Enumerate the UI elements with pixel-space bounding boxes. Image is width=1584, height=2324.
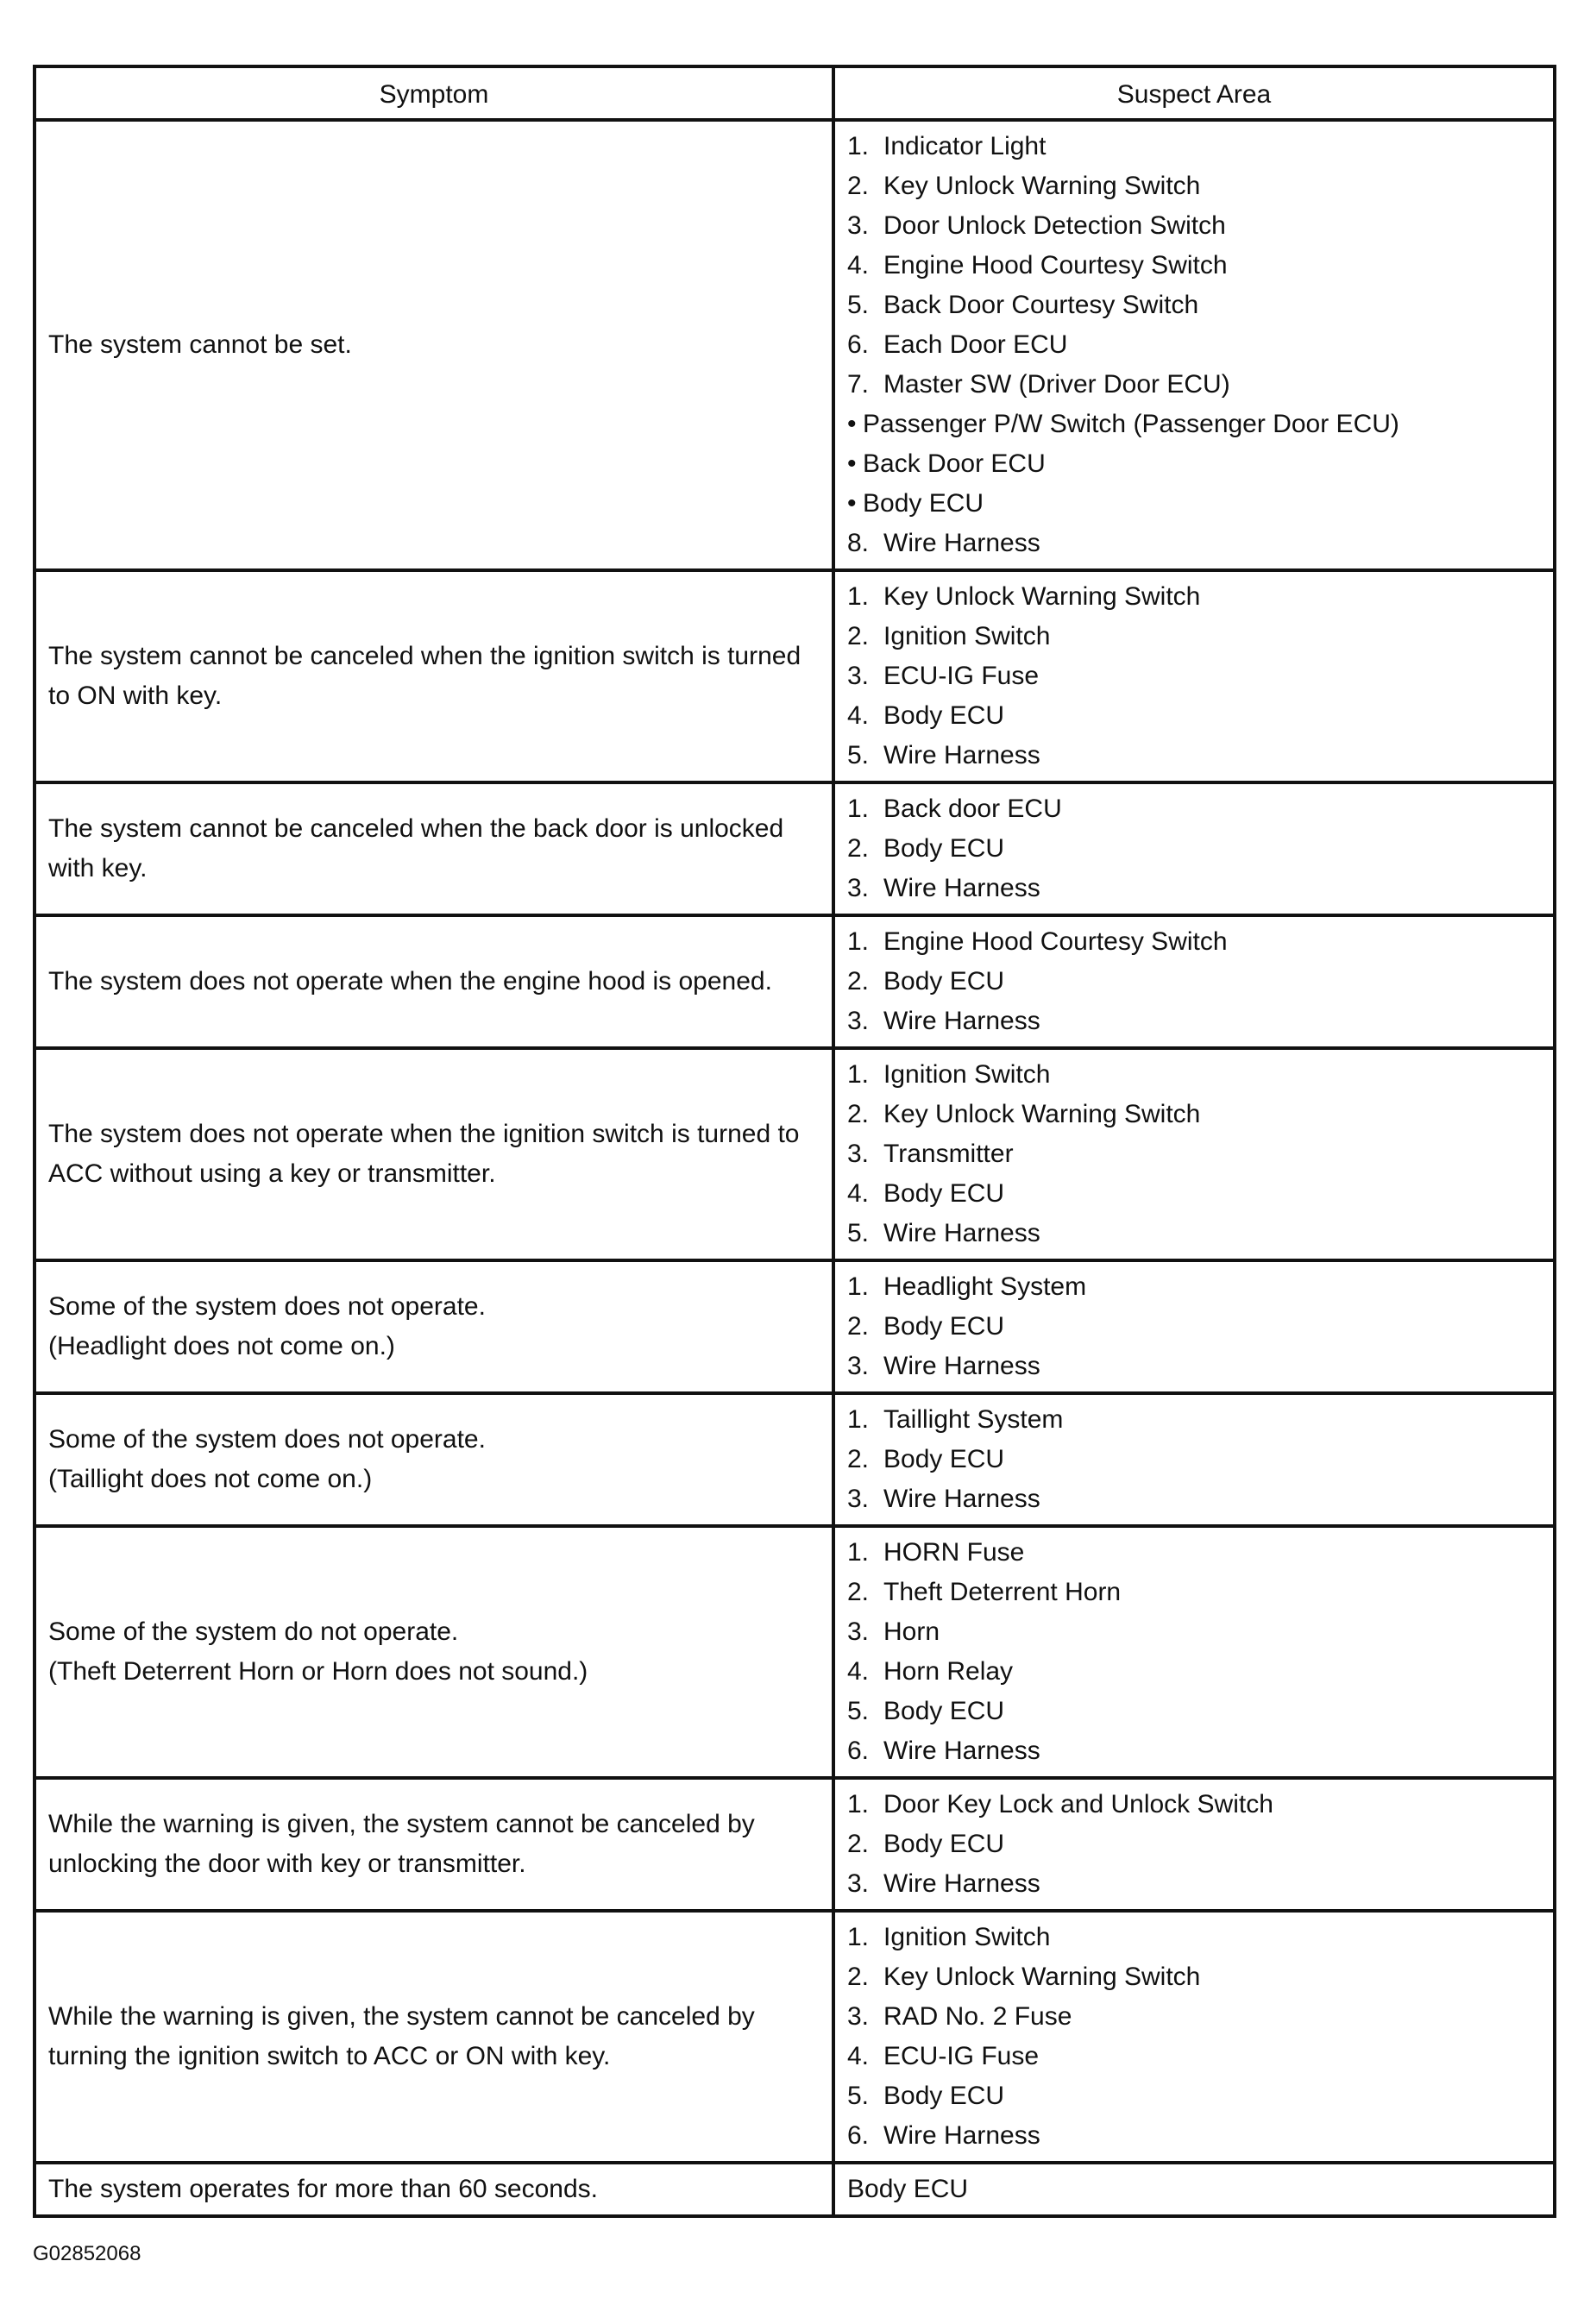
suspect-text: Body ECU <box>883 967 1005 996</box>
item-number: 5. <box>847 1697 870 1725</box>
item-number: 6. <box>847 2121 870 2150</box>
suspect-area-cell <box>833 2163 1555 2216</box>
symptom-cell <box>35 1048 833 1260</box>
suspect-area-cell <box>833 1526 1555 1778</box>
suspect-text: ECU-IG Fuse <box>883 662 1040 690</box>
suspect-area-cell <box>833 1048 1555 1260</box>
symptom-text: Some of the system does not operate. <box>48 1425 486 1454</box>
suspect-text: Ignition Switch <box>883 1060 1051 1089</box>
symptom-cell <box>35 1260 833 1393</box>
symptom-text: The system does not operate when the engine hood is opened. <box>48 967 772 996</box>
item-number: 1. <box>847 1405 870 1434</box>
bullet-marker: • <box>847 489 857 518</box>
item-number: 2. <box>847 967 870 996</box>
item-number: 1. <box>847 1272 870 1301</box>
suspect-text: Door Key Lock and Unlock Switch <box>883 1790 1273 1818</box>
suspect-item <box>847 1731 1544 1771</box>
item-number: 3. <box>847 1617 870 1646</box>
symptom-cell <box>35 915 833 1048</box>
suspect-item <box>847 1997 1544 2037</box>
suspect-text: Taillight System <box>883 1405 1064 1434</box>
suspect-item <box>847 2116 1544 2156</box>
suspect-item <box>847 1573 1544 1612</box>
symptom-text: While the warning is given, the system cannot be canceled by <box>48 1810 755 1838</box>
symptom-text: (Taillight does not come on.) <box>48 1465 373 1493</box>
problem-symptoms-table <box>33 65 1556 2218</box>
suspect-text: Wire Harness <box>883 1219 1040 1247</box>
symptom-text: Some of the system does not operate. <box>48 1292 486 1321</box>
suspect-text: Engine Hood Courtesy Switch <box>883 927 1228 956</box>
symptom-text: The system does not operate when the ignition switch is turned to <box>48 1120 800 1148</box>
suspect-item <box>847 1055 1544 1095</box>
table-row <box>35 1526 1555 1778</box>
suspect-text: Wire Harness <box>883 741 1040 769</box>
item-number: 2. <box>847 1830 870 1858</box>
suspect-item <box>847 1479 1544 1519</box>
suspect-text: Wire Harness <box>883 2121 1040 2150</box>
table-body <box>35 120 1555 2216</box>
symptom-cell <box>35 570 833 782</box>
suspect-item <box>847 2037 1544 2076</box>
suspect-item <box>847 656 1544 696</box>
item-number: 4. <box>847 251 870 280</box>
item-number: 1. <box>847 1790 870 1818</box>
suspect-text: Body ECU <box>883 1830 1005 1858</box>
suspect-text: Back Door ECU <box>863 449 1046 478</box>
suspect-text: Wire Harness <box>883 1869 1040 1898</box>
symptom-text: While the warning is given, the system cannot be canceled by <box>48 2002 755 2031</box>
suspect-item <box>847 1267 1544 1307</box>
symptom-cell <box>35 1911 833 2163</box>
item-number: 8. <box>847 529 870 557</box>
suspect-item <box>847 1095 1544 1134</box>
suspect-area-cell <box>833 1911 1555 2163</box>
suspect-item <box>847 869 1544 908</box>
suspect-item <box>847 1864 1544 1904</box>
suspect-text: ECU-IG Fuse <box>883 2042 1040 2070</box>
table-row <box>35 1393 1555 1526</box>
item-number: 6. <box>847 330 870 359</box>
suspect-text: Wire Harness <box>883 529 1040 557</box>
table-row <box>35 1260 1555 1393</box>
symptom-text: (Theft Deterrent Horn or Horn does not sound.) <box>48 1657 588 1686</box>
item-number: 1. <box>847 582 870 611</box>
suspect-item <box>847 1533 1544 1573</box>
table-row <box>35 782 1555 915</box>
symptom-text: Some of the system do not operate. <box>48 1617 459 1646</box>
suspect-item <box>847 1918 1544 1957</box>
suspect-text: Master SW (Driver Door ECU) <box>883 370 1230 399</box>
symptom-text: The system cannot be set. <box>48 330 352 359</box>
suspect-item <box>847 325 1544 365</box>
suspect-item <box>847 736 1544 776</box>
item-number: 2. <box>847 1445 870 1473</box>
item-number: 7. <box>847 370 870 399</box>
item-number: 1. <box>847 132 870 160</box>
symptom-cell <box>35 782 833 915</box>
item-number: 3. <box>847 2002 870 2031</box>
suspect-text: Body ECU <box>883 834 1005 863</box>
symptom-text: to ON with key. <box>48 681 223 710</box>
suspect-area-cell <box>833 1260 1555 1393</box>
suspect-item <box>847 1957 1544 1997</box>
table-row <box>35 120 1555 570</box>
suspect-text: Key Unlock Warning Switch <box>883 1100 1201 1128</box>
suspect-item <box>847 2076 1544 2116</box>
suspect-area-cell <box>833 915 1555 1048</box>
suspect-item <box>847 484 1544 524</box>
item-number: 3. <box>847 1007 870 1035</box>
suspect-item <box>847 1002 1544 1041</box>
table-row <box>35 1911 1555 2163</box>
table-row <box>35 1048 1555 1260</box>
item-number: 2. <box>847 1963 870 1991</box>
suspect-area-cell <box>833 1778 1555 1911</box>
suspect-text: Door Unlock Detection Switch <box>883 211 1226 240</box>
suspect-item <box>847 1825 1544 1864</box>
suspect-text: RAD No. 2 Fuse <box>883 2002 1072 2031</box>
item-number: 2. <box>847 622 870 650</box>
suspect-item <box>847 829 1544 869</box>
suspect-item <box>847 1612 1544 1652</box>
item-number: 1. <box>847 1060 870 1089</box>
suspect-item <box>847 286 1544 325</box>
suspect-item <box>847 1692 1544 1731</box>
item-number: 2. <box>847 834 870 863</box>
symptom-cell <box>35 2163 833 2216</box>
suspect-item <box>847 246 1544 286</box>
bullet-marker: • <box>847 410 857 438</box>
suspect-text: HORN Fuse <box>883 1538 1025 1567</box>
suspect-text: Body ECU <box>883 2082 1005 2110</box>
item-number: 4. <box>847 1179 870 1208</box>
suspect-item <box>847 1785 1544 1825</box>
symptom-cell <box>35 1778 833 1911</box>
suspect-item <box>847 405 1544 444</box>
suspect-item <box>847 524 1544 563</box>
suspect-area-cell <box>833 120 1555 570</box>
suspect-text: Key Unlock Warning Switch <box>883 582 1201 611</box>
bullet-marker: • <box>847 449 857 478</box>
suspect-text: Passenger P/W Switch (Passenger Door ECU) <box>863 410 1399 438</box>
suspect-text: Indicator Light <box>883 132 1047 160</box>
suspect-item <box>847 2170 1544 2209</box>
troubleshooting-table-container <box>33 65 1553 2218</box>
item-number: 3. <box>847 1352 870 1380</box>
symptom-text: ACC without using a key or transmitter. <box>48 1159 496 1188</box>
suspect-item <box>847 1440 1544 1479</box>
suspect-text: Body ECU <box>883 1697 1005 1725</box>
suspect-text: Horn Relay <box>883 1657 1014 1686</box>
suspect-text: Body ECU <box>863 489 984 518</box>
suspect-text: Back Door Courtesy Switch <box>883 291 1199 319</box>
suspect-item <box>847 127 1544 166</box>
item-number: 5. <box>847 741 870 769</box>
item-number: 1. <box>847 1923 870 1951</box>
suspect-item <box>847 444 1544 484</box>
suspect-text: Ignition Switch <box>883 622 1051 650</box>
symptom-text: (Headlight does not come on.) <box>48 1332 395 1360</box>
symptom-cell <box>35 1526 833 1778</box>
symptom-cell <box>35 120 833 570</box>
suspect-item <box>847 696 1544 736</box>
suspect-item <box>847 1214 1544 1253</box>
symptom-text: with key. <box>48 854 148 882</box>
table-header-row <box>35 66 1555 120</box>
symptom-text: The system cannot be canceled when the back door is unlocked <box>48 814 784 843</box>
suspect-item <box>847 1400 1544 1440</box>
suspect-item <box>847 206 1544 246</box>
suspect-area-cell <box>833 570 1555 782</box>
suspect-area-cell <box>833 1393 1555 1526</box>
table-row <box>35 2163 1555 2216</box>
table-row <box>35 570 1555 782</box>
suspect-text: Key Unlock Warning Switch <box>883 1963 1201 1991</box>
suspect-area-cell <box>833 782 1555 915</box>
symptom-text: The system operates for more than 60 seconds. <box>48 2175 598 2203</box>
item-number: 2. <box>847 1312 870 1341</box>
suspect-item <box>847 922 1544 962</box>
item-number: 3. <box>847 211 870 240</box>
table-row <box>35 915 1555 1048</box>
item-number: 4. <box>847 2042 870 2070</box>
suspect-item <box>847 1134 1544 1174</box>
suspect-text: Engine Hood Courtesy Switch <box>883 251 1228 280</box>
item-number: 4. <box>847 1657 870 1686</box>
suspect-text: Body ECU <box>883 1445 1005 1473</box>
item-number: 3. <box>847 874 870 902</box>
suspect-item <box>847 1174 1544 1214</box>
table-row <box>35 1778 1555 1911</box>
suspect-item <box>847 1307 1544 1347</box>
item-number: 1. <box>847 795 870 823</box>
item-number: 1. <box>847 1538 870 1567</box>
symptom-text: The system cannot be canceled when the ignition switch is turned <box>48 642 801 670</box>
item-number: 2. <box>847 1578 870 1606</box>
suspect-text: Wire Harness <box>883 1007 1040 1035</box>
suspect-item <box>847 1347 1544 1386</box>
item-number: 3. <box>847 1485 870 1513</box>
suspect-text: Ignition Switch <box>883 1923 1051 1951</box>
item-number: 5. <box>847 2082 870 2110</box>
suspect-item <box>847 1652 1544 1692</box>
suspect-text: Horn <box>883 1617 940 1646</box>
item-number: 1. <box>847 927 870 956</box>
suspect-text: Transmitter <box>883 1140 1014 1168</box>
suspect-text: Theft Deterrent Horn <box>883 1578 1122 1606</box>
figure-code: G02852068 <box>33 2242 141 2265</box>
symptom-cell <box>35 1393 833 1526</box>
suspect-item <box>847 577 1544 617</box>
suspect-item <box>847 617 1544 656</box>
suspect-text: Wire Harness <box>883 1737 1040 1765</box>
suspect-item <box>847 166 1544 206</box>
suspect-item <box>847 789 1544 829</box>
item-number: 5. <box>847 291 870 319</box>
suspect-text: Wire Harness <box>883 874 1040 902</box>
header-suspect-area: Suspect Area <box>833 66 1555 120</box>
symptom-text: unlocking the door with key or transmitter. <box>48 1850 526 1878</box>
item-number: 6. <box>847 1737 870 1765</box>
item-number: 3. <box>847 662 870 690</box>
header-symptom: Symptom <box>35 66 833 120</box>
suspect-text: Back door ECU <box>883 795 1062 823</box>
suspect-text: Body ECU <box>883 1312 1005 1341</box>
suspect-text: Wire Harness <box>883 1352 1040 1380</box>
suspect-item <box>847 365 1544 405</box>
item-number: 4. <box>847 701 870 730</box>
suspect-text: Each Door ECU <box>883 330 1068 359</box>
suspect-text: Body ECU <box>883 701 1005 730</box>
suspect-text: Key Unlock Warning Switch <box>883 172 1201 200</box>
suspect-item <box>847 962 1544 1002</box>
item-number: 3. <box>847 1869 870 1898</box>
suspect-text: Body ECU <box>847 2175 969 2203</box>
item-number: 5. <box>847 1219 870 1247</box>
suspect-text: Body ECU <box>883 1179 1005 1208</box>
item-number: 2. <box>847 172 870 200</box>
symptom-text: turning the ignition switch to ACC or ON with key. <box>48 2042 611 2070</box>
item-number: 2. <box>847 1100 870 1128</box>
suspect-text: Wire Harness <box>883 1485 1040 1513</box>
item-number: 3. <box>847 1140 870 1168</box>
suspect-text: Headlight System <box>883 1272 1087 1301</box>
